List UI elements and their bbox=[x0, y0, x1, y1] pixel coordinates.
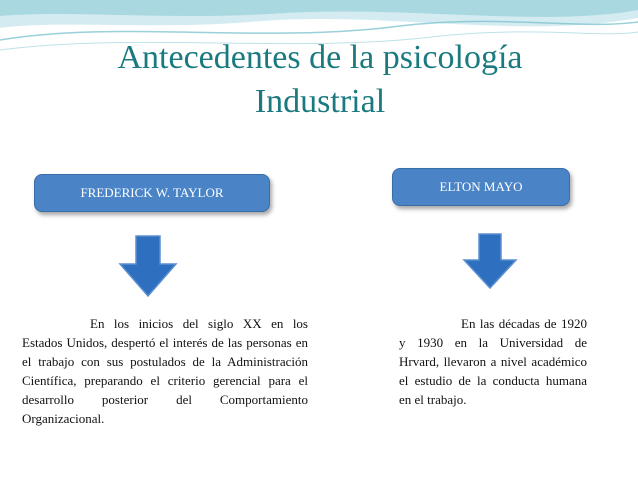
mayo-label: ELTON MAYO bbox=[439, 179, 523, 194]
title-line-1: Antecedentes de la psicología bbox=[117, 39, 523, 76]
title-line-2: Industrial bbox=[254, 83, 386, 120]
mayo-box bbox=[392, 168, 570, 206]
taylor-box bbox=[34, 174, 270, 212]
mayo-description: En las décadas de 1920 y 1930 en la Universidad de Hrvard, llevaron a nivel académico el estudio de la conducta humana en el trabajo. bbox=[399, 316, 587, 407]
taylor-description: En los inicios del siglo XX en los Estados Unidos, despertó el interés de las personas en el trabajo con sus postulados de la Administración Científica, preparando el criterio gerencial para el desarrollo posterior del Comportamiento Organizacional. bbox=[22, 316, 308, 426]
taylor-label: FREDERICK W. TAYLOR bbox=[80, 185, 224, 200]
down-arrow-icon bbox=[118, 234, 178, 298]
down-arrow-icon bbox=[462, 232, 518, 290]
page-title bbox=[40, 36, 600, 124]
